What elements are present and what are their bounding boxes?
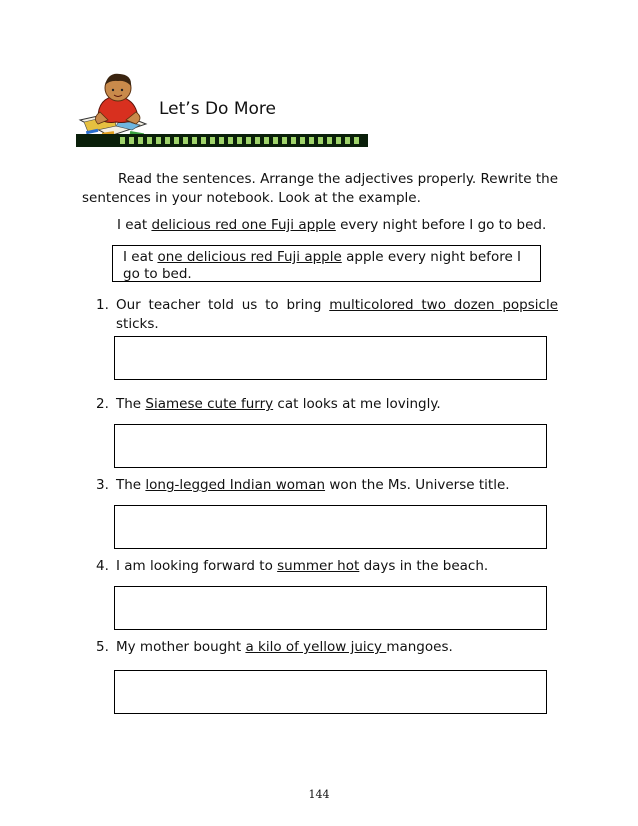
- child-drawing-icon: [76, 68, 162, 142]
- banner-segment: [255, 137, 260, 144]
- decorative-banner: [76, 134, 368, 147]
- answer-box-5[interactable]: [114, 670, 547, 714]
- page-number: 144: [308, 788, 330, 801]
- answer-box-4[interactable]: [114, 586, 547, 630]
- instructions: Read the sentences. Arrange the adjectives properly. Rewrite the sentences in your notebook. Look at the example.: [82, 171, 558, 206]
- exercise-item-3: 3. The long-legged Indian woman won the Ms. Universe title.: [96, 477, 510, 493]
- banner-segment: [237, 137, 242, 144]
- banner-segment: [318, 137, 323, 144]
- banner-segment: [210, 137, 215, 144]
- banner-segment: [309, 137, 314, 144]
- banner-segment: [336, 137, 341, 144]
- exercise-item-4: 4. I am looking forward to summer hot days in the beach.: [96, 558, 489, 574]
- banner-segment: [147, 137, 152, 144]
- banner-segment: [273, 137, 278, 144]
- banner-segment: [282, 137, 287, 144]
- answer-box-1[interactable]: [114, 336, 547, 380]
- banner-segment: [354, 137, 359, 144]
- banner-segment: [219, 137, 224, 144]
- banner-segment: [201, 137, 206, 144]
- section-title: Let’s Do More: [159, 99, 276, 119]
- example-sentence: I eat delicious red one Fuji apple every night before I go to bed.: [117, 217, 547, 233]
- banner-segment: [174, 137, 179, 144]
- banner-segment: [345, 137, 350, 144]
- answer-box-3[interactable]: [114, 505, 547, 549]
- banner-segment: [246, 137, 251, 144]
- banner-segment: [192, 137, 197, 144]
- exercise-item-1: 1. Our teacher told us to bring multicolored two dozen popsicle sticks.: [96, 297, 558, 332]
- answer-box-2[interactable]: [114, 424, 547, 468]
- banner-segment: [165, 137, 170, 144]
- banner-segment: [183, 137, 188, 144]
- banner-segment: [264, 137, 269, 144]
- banner-segment: [156, 137, 161, 144]
- banner-segment: [228, 137, 233, 144]
- banner-segment: [120, 137, 125, 144]
- banner-segment: [291, 137, 296, 144]
- banner-segment: [129, 137, 134, 144]
- exercise-item-2: 2. The Siamese cute furry cat looks at me lovingly.: [96, 396, 441, 412]
- banner-segment: [300, 137, 305, 144]
- banner-segment: [138, 137, 143, 144]
- banner-segment: [327, 137, 332, 144]
- example-answer-box: I eat one delicious red Fuji apple apple every night before I go to bed.: [112, 245, 541, 282]
- exercise-item-5: 5. My mother bought a kilo of yellow juicy mangoes.: [96, 639, 453, 655]
